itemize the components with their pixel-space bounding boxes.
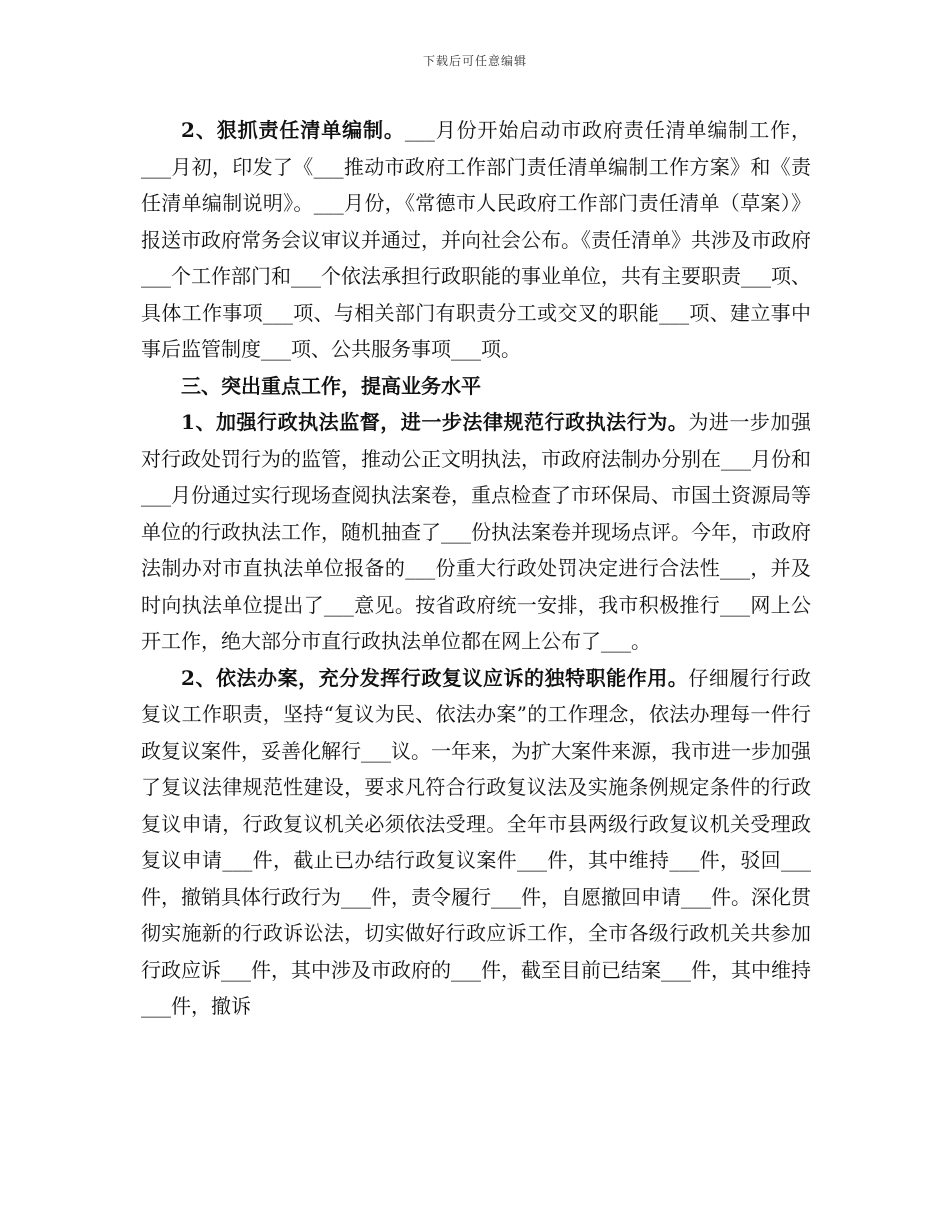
paragraph-text: ___月份开始启动市政府责任清单编制工作，___月初，印发了《___推动市政府工作部门责任清单编制工作方案》和《责任清单编制说明》。___月份，《常德市人民政府工作部门责任清单（草案）》报送市政府常务会议审议并通过，并向社会公布。《责任清单》共涉及市政府___个工作部门和___个依法承担行政职能的事业单位，共有主要职责___项、具体工作事项___项、与相关部门有职责分工或交叉的职能___项、建立事中事后监管制度___项、公共服务事项___项。 — [141, 118, 811, 361]
paragraph-text: 仔细履行行政复议工作职责，坚持“复议为民、依法办案”的工作理念，依法办理每一件行政复议案件，妥善化解行___议。一年来，为扩大案件来源，我市进一步加强了复议法律规范性建设，要求凡符合行政复议法及实施条例规定条件的行政复议申请，行政复议机关必须依法受理。全年市县两级行政复议机关受理政复议申请___件，截止已办结行政复议案件___件，其中维持___件，驳回___件，撤销具体行政行为___件，责令履行___件，自愿撤回申请___件。深化贯彻实施新的行政诉讼法，切实做好行政应诉工作，全市各级行政机关共参加行政应诉___件，其中涉及市政府的___件，截至目前已结案___件，其中维持___件，撤诉 — [141, 665, 812, 1018]
paragraph-lead: 2、狠抓责任清单编制。 — [181, 118, 405, 142]
section-heading: 三、突出重点工作，提高业务水平 — [181, 373, 481, 398]
paragraph-administrative-review — [141, 660, 811, 1025]
paragraph-lead: 2、依法办案，充分发挥行政复议应诉的独特职能作用。 — [181, 665, 689, 690]
paragraph-enforcement-supervision — [141, 404, 811, 660]
paragraph-lead: 1、加强行政执法监督，进一步法律规范行政执法行为。 — [181, 410, 689, 434]
document-body — [141, 112, 811, 1025]
page-header: 下载后可任意编辑 — [422, 54, 527, 68]
paragraph-responsibility-list — [141, 112, 811, 368]
paragraph-text: 为进一步加强对行政处罚行为的监管，推动公正文明执法，市政府法制办分别在___月份和___月份通过实行现场查阅执法案卷，重点检查了市环保局、市国土资源局等单位的行政执法工作，随机抽查了___份执法案卷并现场点评。今年，市政府法制办对市直执法单位报备的___份重大行政处罚决定进行合法性___，并及时向执法单位提出了___意见。按省政府统一安排，我市积极推行___网上公开工作，绝大部分市直行政执法单位都在网上公布了___。 — [141, 410, 812, 653]
